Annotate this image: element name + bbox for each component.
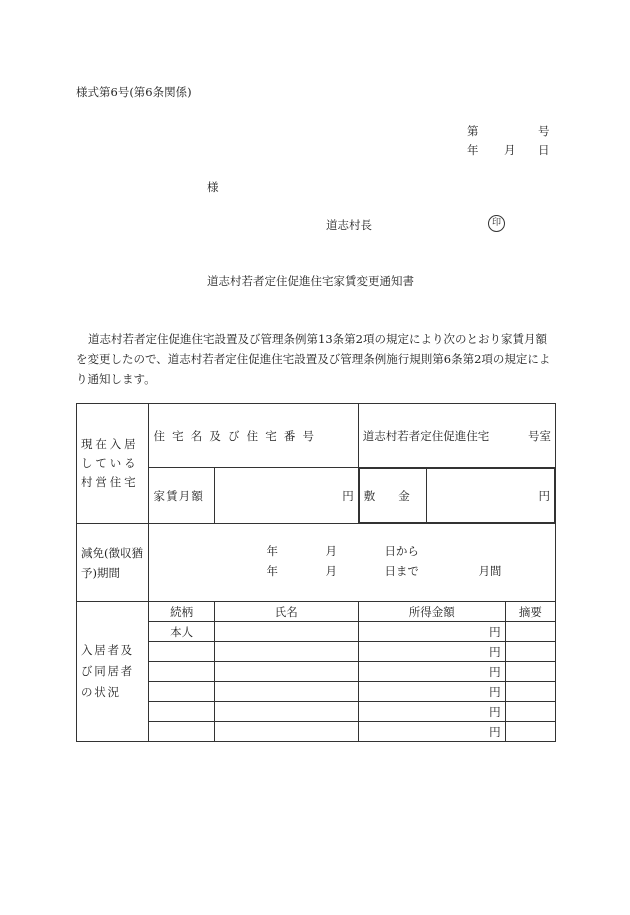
period-from-suffix: 日から	[384, 543, 419, 558]
notes-cell[interactable]	[505, 642, 555, 662]
period-from-month: 月	[325, 543, 337, 558]
income-unit: 円	[489, 664, 501, 679]
name-cell[interactable]	[214, 662, 358, 682]
income-cell[interactable]	[358, 722, 505, 742]
addressee-suffix: 様	[207, 180, 219, 194]
deposit-value-cell[interactable]	[426, 469, 554, 523]
income-unit: 円	[489, 724, 501, 739]
notes-cell[interactable]	[505, 702, 555, 722]
name-cell[interactable]	[214, 722, 358, 742]
doc-number-dai: 第	[467, 124, 479, 138]
name-cell[interactable]	[214, 622, 358, 642]
name-cell[interactable]	[214, 682, 358, 702]
relation-cell[interactable]	[149, 662, 214, 682]
current-residence-label: 現在入居している村営住宅	[81, 437, 139, 489]
table-row	[77, 682, 556, 702]
header-income: 所得金額	[358, 602, 505, 622]
rent-label: 家賃月額	[153, 488, 205, 503]
table-row	[77, 722, 556, 742]
header-relation: 続柄	[149, 602, 214, 622]
house-value-cell[interactable]	[358, 404, 555, 468]
period-to-suffix: 日まで	[384, 563, 419, 578]
rent-unit: 円	[342, 488, 354, 503]
name-cell[interactable]	[214, 642, 358, 662]
period-to-year: 年	[266, 563, 278, 578]
table-row	[77, 702, 556, 722]
occupants-label-cell	[77, 602, 149, 742]
header-name: 氏名	[214, 602, 358, 622]
relation-cell[interactable]	[149, 702, 214, 722]
date-year: 年	[467, 143, 479, 157]
date-day: 日	[538, 143, 550, 157]
header-notes: 摘要	[505, 602, 555, 622]
deposit-label: 敷 金	[363, 488, 410, 503]
deposit-cell	[358, 468, 555, 524]
notes-cell[interactable]	[505, 682, 555, 702]
deposit-unit: 円	[538, 488, 550, 503]
notes-cell[interactable]	[505, 662, 555, 682]
rent-label-cell	[149, 468, 214, 524]
period-from-year: 年	[266, 543, 278, 558]
period-value-cell[interactable]	[149, 524, 556, 602]
seal-mark: 印	[488, 215, 505, 232]
income-unit: 円	[489, 644, 501, 659]
income-cell[interactable]	[358, 642, 505, 662]
relation-cell[interactable]: 本人	[149, 622, 214, 642]
notification-table	[76, 403, 556, 742]
form-number: 様式第6号(第6条関係)	[76, 85, 192, 99]
table-row	[77, 642, 556, 662]
notes-cell[interactable]	[505, 622, 555, 642]
notes-cell[interactable]	[505, 722, 555, 742]
body-text	[76, 329, 556, 389]
issuer-name: 道志村長	[326, 218, 372, 232]
relation-cell[interactable]	[149, 722, 214, 742]
income-cell[interactable]	[358, 702, 505, 722]
name-cell[interactable]	[214, 702, 358, 722]
period-label: 減免(徴収猶予)期間	[81, 545, 143, 580]
income-unit: 円	[489, 684, 501, 699]
period-to-month: 月	[325, 563, 337, 578]
room-suffix: 号室	[528, 428, 551, 443]
current-residence-label-cell	[77, 404, 149, 524]
relation-cell[interactable]	[149, 682, 214, 702]
relation-cell[interactable]	[149, 642, 214, 662]
period-months: 月間	[478, 563, 502, 578]
rent-value-cell[interactable]	[214, 468, 358, 524]
body-text-content: 道志村若者定住促進住宅設置及び管理条例第13条第2項の規定により次のとおり家賃月額を変更したので、道志村若者定住促進住宅設置及び管理条例施行規則第6条第2項の規定により通知します。	[76, 332, 551, 386]
house-value: 道志村若者定住促進住宅	[362, 428, 490, 443]
deposit-label-cell	[359, 469, 426, 523]
income-cell[interactable]	[358, 622, 505, 642]
house-label: 住宅名及び住宅番号	[153, 428, 322, 443]
income-cell[interactable]	[358, 662, 505, 682]
occupants-label: 入居者及び同居者の状況	[81, 643, 134, 699]
income-unit: 円	[489, 704, 501, 719]
income-unit: 円	[489, 624, 501, 639]
income-cell[interactable]	[358, 682, 505, 702]
table-row	[77, 622, 556, 642]
period-label-cell	[77, 524, 149, 602]
doc-number-go: 号	[538, 124, 550, 138]
table-row	[77, 662, 556, 682]
document-title: 道志村若者定住促進住宅家賃変更通知書	[207, 274, 414, 288]
date-month: 月	[504, 143, 516, 157]
house-label-cell	[149, 404, 358, 468]
